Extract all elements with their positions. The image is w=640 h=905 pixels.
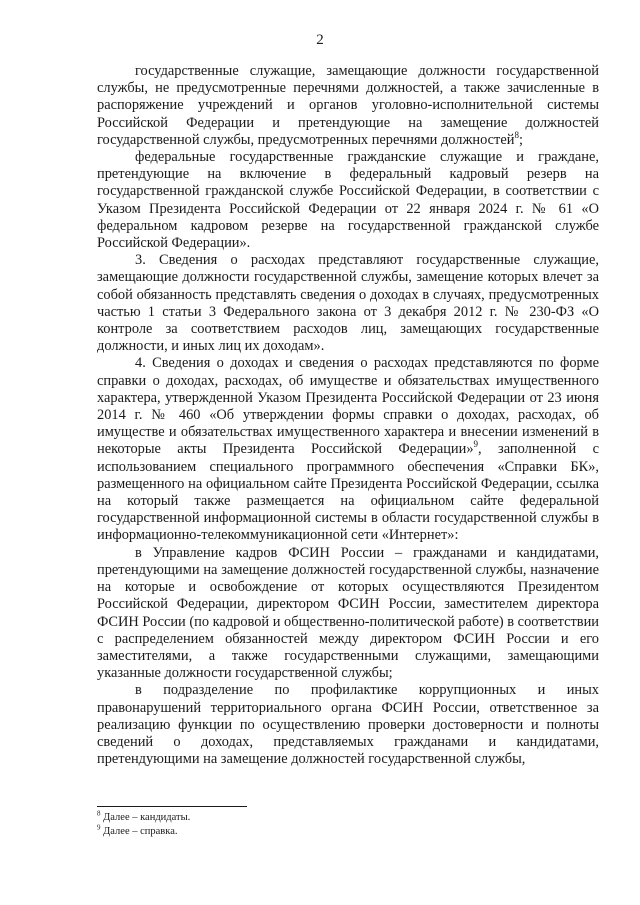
footnote-separator [97, 806, 247, 807]
paragraph-text: 4. Сведения о доходах и сведения о расходах представляются по форме справки о доходах, расходах, об имуществе и обязательствах имущественного характера, утвержденной Указом Президента Российской Федерации от 23 июня 2014 г. № 460 «Об утверждении формы справки о доходах, расходах, об имуществе и обязательствах имущественного характера и внесении изменений в некоторые акты Президента Российской Федерации» [97, 355, 599, 458]
paragraph-text-continued: , заполненной с использованием специального программного обеспечения «Справки БК», размещенного на официальном сайте Президента Российской Федерации, ссылка на который также размещается на официальном сайте федеральной государственной информационной системы в области государственной службы в информационно-телекоммуникационной сети «Интернет»: [97, 441, 599, 544]
paragraph [97, 149, 599, 252]
paragraph-text: государственные служащие, замещающие должности государственной службы, не предусмотренные перечнями должностей, а также зачисленные в распоряжение учреждений и органов уголовно-исполнительной системы Российской Федерации и претендующие на замещение должностей государственной службы, предусмотренных перечнями должностей [97, 63, 599, 148]
footnote-reference: 9 [473, 439, 479, 450]
footnote [97, 825, 599, 839]
document-body [97, 63, 599, 768]
footnotes [97, 811, 599, 839]
paragraph [97, 545, 599, 683]
footnote-reference: 8 [514, 130, 519, 141]
footnote-mark: 8 [97, 809, 101, 818]
paragraph [97, 63, 599, 149]
footnote-text: Далее – кандидаты. [103, 812, 191, 823]
paragraph-text: федеральные государственные гражданские служащие и граждане, претендующие на включение в федеральный кадровый резерв на государственной гражданской службе Российской Федерации, в соответствии с Указом Президента Российской Федерации от 22 января 2024 г. № 61 «О федеральном кадровом резерве на государственной гражданской службе Российской Федерации». [97, 149, 599, 252]
footnote-text: Далее – справка. [103, 826, 178, 837]
paragraph-text: 3. Сведения о расходах представляют государственные служащие, замещающие должности государственной службы, замещение которых влечет за собой обязанность представлять сведения о доходах в случаях, предусмотренных частью 1 статьи 3 Федерального закона от 3 декабря 2012 г. № 230-ФЗ «О контроле за соответствием расходов лиц, замещающих государственные должности, и иных лиц их доходам». [97, 252, 599, 355]
paragraph [97, 252, 599, 355]
paragraph [97, 355, 599, 544]
paragraph-text: в подразделение по профилактике коррупционных и иных правонарушений территориального органа ФСИН России, ответственное за реализацию функции по осуществлению проверки достоверности и полноты сведений о доходах, представляемых гражданами и кандидатами, претендующими на замещение должностей государственной службы, [97, 682, 599, 768]
footnote-mark: 9 [97, 823, 101, 832]
paragraph-text: в Управление кадров ФСИН России – гражданами и кандидатами, претендующими на замещение должностей государственной службы, назначение на которые и освобождение от которых осуществляются Президентом Российской Федерации, директором ФСИН России, заместителем директора ФСИН России (по кадровой и общественно-политической работе) в соответствии с распределением обязанностей между директором ФСИН России и его заместителями, а также государственными служащими, замещающими указанные должности государственной службы; [97, 544, 599, 682]
page-number: 2 [316, 32, 324, 48]
paragraph-text-continued: ; [518, 131, 523, 148]
paragraph [97, 682, 599, 768]
footnote [97, 811, 599, 825]
